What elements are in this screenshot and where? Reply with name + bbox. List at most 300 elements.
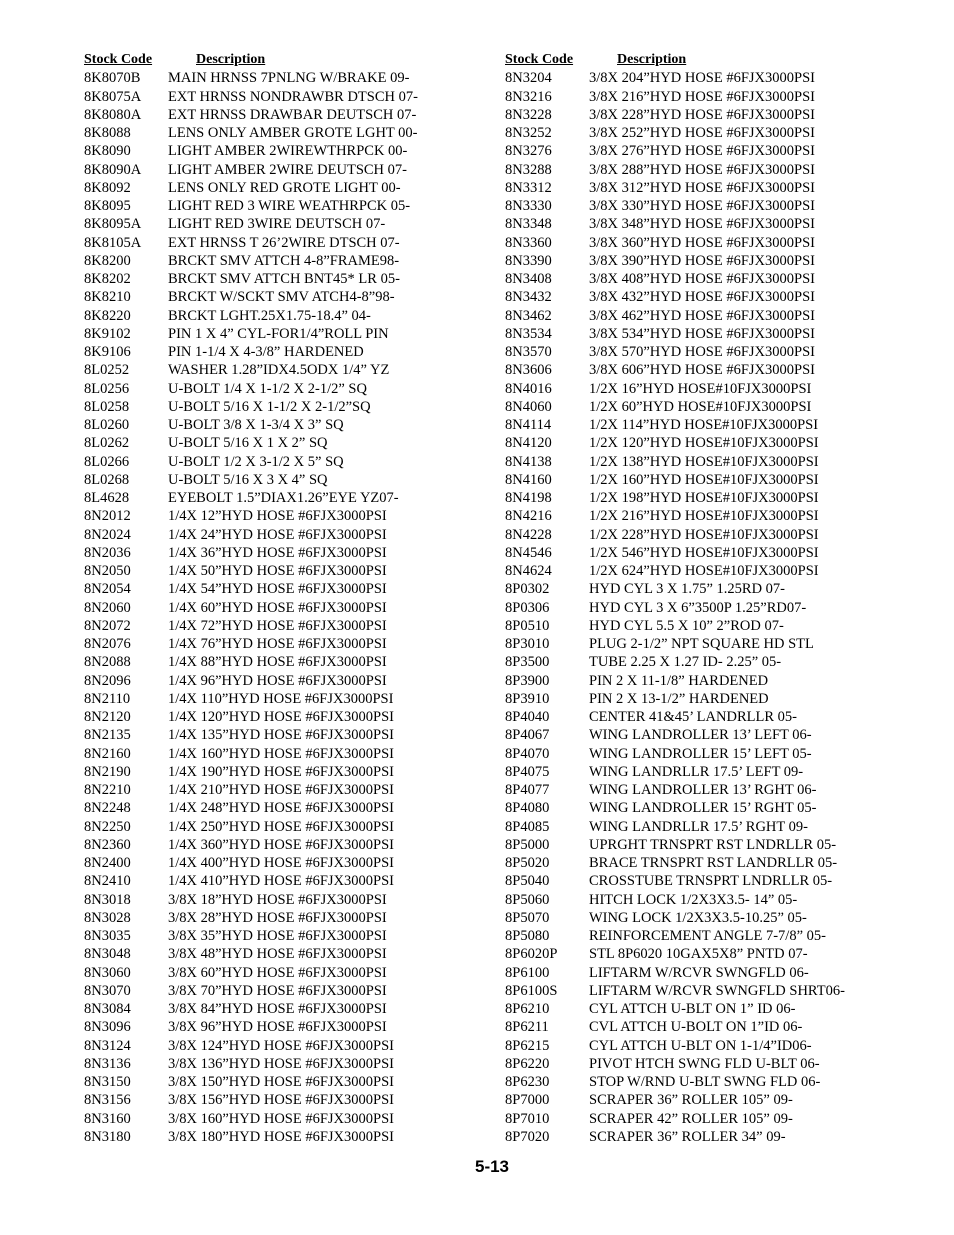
description: 1/4X 54”HYD HOSE #6FJX3000PSI: [168, 581, 387, 598]
stock-code: 8L0258: [84, 398, 130, 415]
stock-code: 8N3156: [84, 1092, 131, 1109]
stock-code: 8P6230: [505, 1074, 550, 1091]
description: 1/4X 160”HYD HOSE #6FJX3000PSI: [168, 745, 394, 762]
stock-code: 8P0302: [505, 581, 550, 598]
stock-code-header: Stock Code: [84, 52, 153, 67]
list-item: [505, 361, 845, 379]
description: HYD CYL 3 X 6”3500P 1.25”RD07-: [589, 599, 807, 616]
description: WING LOCK 1/2X3X3.5-10.25” 05-: [589, 909, 807, 926]
stock-code: 8N3028: [84, 909, 131, 926]
description: LIGHT AMBER 2WIREWTHRPCK 00-: [168, 143, 408, 160]
stock-code: 8N3216: [505, 88, 552, 105]
stock-code: 8P4040: [505, 709, 550, 726]
stock-code: 8N3018: [84, 891, 131, 908]
description: 1/2X 16”HYD HOSE#10FJX3000PSI: [589, 380, 812, 397]
stock-code: 8K8202: [84, 271, 131, 288]
description: 1/4X 135”HYD HOSE #6FJX3000PSI: [168, 727, 394, 744]
list-item: [505, 909, 845, 927]
list-item: [84, 197, 418, 215]
description: 1/4X 76”HYD HOSE #6FJX3000PSI: [168, 636, 387, 653]
list-item: [84, 745, 418, 763]
description: BRCKT LGHT.25X1.75-18.4” 04-: [168, 307, 371, 324]
description: 3/8X 408”HYD HOSE #6FJX3000PSI: [589, 271, 815, 288]
list-item: [505, 106, 845, 124]
list-item: [84, 544, 418, 562]
list-item: [505, 215, 845, 233]
list-item: [84, 635, 418, 653]
description: LIFTARM W/RCVR SWNGFLD 06-: [589, 964, 809, 981]
list-item: [84, 799, 418, 817]
left-parts-list: [84, 69, 418, 1146]
stock-code: 8P6210: [505, 1001, 550, 1018]
list-item: [84, 106, 418, 124]
description: 3/8X 60”HYD HOSE #6FJX3000PSI: [168, 964, 387, 981]
stock-code: 8N4216: [505, 508, 552, 525]
stock-code: 8N3348: [505, 216, 552, 233]
stock-code: 8P7020: [505, 1128, 550, 1145]
description: 3/8X 180”HYD HOSE #6FJX3000PSI: [168, 1128, 394, 1145]
stock-code: 8K8220: [84, 307, 131, 324]
description: BRCKT SMV ATTCH 4-8”FRAME98-: [168, 252, 400, 269]
list-item: [84, 763, 418, 781]
description: LIFTARM W/RCVR SWNGFLD SHRT06-: [589, 982, 845, 999]
list-item: [505, 434, 845, 452]
list-item: [505, 617, 845, 635]
list-item: [84, 599, 418, 617]
stock-code: 8P5080: [505, 928, 550, 945]
stock-code: 8N3150: [84, 1074, 131, 1091]
stock-code: 8N4228: [505, 526, 552, 543]
description: 3/8X 348”HYD HOSE #6FJX3000PSI: [589, 216, 815, 233]
list-item: [505, 69, 845, 87]
description: 1/2X 160”HYD HOSE#10FJX3000PSI: [589, 471, 819, 488]
description-header: Description: [617, 52, 687, 67]
stock-code: 8N2400: [84, 855, 131, 872]
description: EXT HRNSS DRAWBAR DEUTSCH 07-: [168, 106, 417, 123]
stock-code: 8N2024: [84, 526, 131, 543]
stock-code: 8N3360: [505, 234, 552, 251]
description: U-BOLT 1/4 X 1-1/2 X 2-1/2” SQ: [168, 380, 367, 397]
stock-code: 8K8210: [84, 289, 131, 306]
description: 1/4X 120”HYD HOSE #6FJX3000PSI: [168, 709, 394, 726]
list-item: [505, 982, 845, 1000]
list-item: [505, 288, 845, 306]
stock-code: 8N2360: [84, 836, 131, 853]
list-item: [505, 489, 845, 507]
list-item: [505, 1018, 845, 1036]
description: LENS ONLY RED GROTE LIGHT 00-: [168, 179, 401, 196]
description: SCRAPER 42” ROLLER 105” 09-: [589, 1110, 793, 1127]
list-item: [84, 818, 418, 836]
list-item: [505, 964, 845, 982]
list-item: [84, 672, 418, 690]
list-item: [84, 708, 418, 726]
description: 3/8X 276”HYD HOSE #6FJX3000PSI: [589, 143, 815, 160]
description: 3/8X 18”HYD HOSE #6FJX3000PSI: [168, 891, 387, 908]
description: 1/4X 410”HYD HOSE #6FJX3000PSI: [168, 873, 394, 890]
description: PIN 1 X 4” CYL-FOR1/4”ROLL PIN: [168, 325, 389, 342]
list-item: [84, 234, 418, 252]
list-item: [84, 270, 418, 288]
description: EYEBOLT 1.5”DIAX1.26”EYE YZ07-: [168, 490, 399, 507]
stock-code: 8P7000: [505, 1092, 550, 1109]
list-item: [505, 726, 845, 744]
description: 3/8X 204”HYD HOSE #6FJX3000PSI: [589, 70, 815, 87]
stock-code: 8N2110: [84, 690, 131, 707]
description: BRCKT SMV ATTCH BNT45* LR 05-: [168, 271, 400, 288]
list-item: [84, 909, 418, 927]
stock-code: 8P6215: [505, 1037, 550, 1054]
stock-code: 8K8105A: [84, 234, 142, 251]
list-item: [505, 380, 845, 398]
list-item: [505, 690, 845, 708]
list-item: [505, 799, 845, 817]
list-item: [84, 343, 418, 361]
list-item: [505, 234, 845, 252]
description: WING LANDRLLR 17.5’ LEFT 09-: [589, 763, 804, 780]
stock-code: 8K8075A: [84, 88, 142, 105]
list-item: [84, 872, 418, 890]
stock-code: 8N2248: [84, 800, 131, 817]
description: PLUG 2-1/2” NPT SQUARE HD STL: [589, 636, 814, 653]
description: 1/4X 24”HYD HOSE #6FJX3000PSI: [168, 526, 387, 543]
list-item: [84, 398, 418, 416]
stock-code: 8P5070: [505, 909, 550, 926]
description: 3/8X 28”HYD HOSE #6FJX3000PSI: [168, 909, 387, 926]
list-item: [84, 891, 418, 909]
description: 3/8X 96”HYD HOSE #6FJX3000PSI: [168, 1019, 387, 1036]
stock-code: 8P6100S: [505, 982, 558, 999]
list-item: [505, 124, 845, 142]
stock-code: 8N2050: [84, 563, 131, 580]
description: WASHER 1.28”IDX4.5ODX 1/4” YZ: [168, 362, 390, 379]
description: PIN 2 X 11-1/8” HARDENED: [589, 672, 769, 689]
description: CYL ATTCH U-BLT ON 1” ID 06-: [589, 1001, 796, 1018]
list-item: [505, 635, 845, 653]
description: 3/8X 252”HYD HOSE #6FJX3000PSI: [589, 125, 815, 142]
stock-code: 8N3096: [84, 1019, 131, 1036]
description: CYL ATTCH U-BLT ON 1-1/4”ID06-: [589, 1037, 812, 1054]
stock-code: 8N3570: [505, 344, 552, 361]
stock-code: 8P3910: [505, 690, 550, 707]
list-item: [505, 653, 845, 671]
list-item: [505, 398, 845, 416]
stock-code: 8N2076: [84, 636, 131, 653]
list-item: [84, 945, 418, 963]
description: STL 8P6020 10GAX5X8” PNTD 07-: [589, 946, 808, 963]
description: EXT HRNSS T 26’2WIRE DTSCH 07-: [168, 234, 400, 251]
description: CVL ATTCH U-BOLT ON 1”ID 06-: [589, 1019, 803, 1036]
stock-code: 8N4546: [505, 544, 552, 561]
description: 3/8X 84”HYD HOSE #6FJX3000PSI: [168, 1001, 387, 1018]
stock-code: 8P4080: [505, 800, 550, 817]
description: BRCKT W/SCKT SMV ATCH4-8”98-: [168, 289, 395, 306]
description: WING LANDROLLER 15’ LEFT 05-: [589, 745, 812, 762]
stock-code: 8N2250: [84, 818, 131, 835]
description: 3/8X 606”HYD HOSE #6FJX3000PSI: [589, 362, 815, 379]
stock-code: 8N2096: [84, 672, 131, 689]
list-item: [84, 927, 418, 945]
right-column: [505, 51, 845, 1146]
list-item: [84, 726, 418, 744]
stock-code: 8N2060: [84, 599, 131, 616]
stock-code: 8K8095: [84, 198, 131, 215]
stock-code: 8N3312: [505, 179, 552, 196]
stock-code: 8N4624: [505, 563, 552, 580]
description: WING LANDROLLER 15’ RGHT 05-: [589, 800, 817, 817]
list-item: [505, 416, 845, 434]
list-item: [505, 672, 845, 690]
stock-code: 8K8092: [84, 179, 131, 196]
right-parts-list: [505, 69, 845, 1146]
description: 3/8X 124”HYD HOSE #6FJX3000PSI: [168, 1037, 394, 1054]
description: 1/2X 138”HYD HOSE#10FJX3000PSI: [589, 453, 819, 470]
stock-code: 8N2190: [84, 763, 131, 780]
list-item: [84, 453, 418, 471]
list-item: [505, 1110, 845, 1128]
list-item: [84, 1091, 418, 1109]
stock-code: 8L0256: [84, 380, 130, 397]
list-item: [505, 708, 845, 726]
stock-code: 8N4198: [505, 490, 552, 507]
description: 1/4X 88”HYD HOSE #6FJX3000PSI: [168, 654, 387, 671]
stock-code: 8K8090: [84, 143, 131, 160]
stock-code: 8P4085: [505, 818, 550, 835]
stock-code: 8N3124: [84, 1037, 131, 1054]
list-item: [84, 215, 418, 233]
column-header: [84, 51, 418, 69]
list-item: [505, 1037, 845, 1055]
stock-code: 8P0510: [505, 617, 550, 634]
list-item: [84, 124, 418, 142]
description: U-BOLT 3/8 X 1-3/4 X 3” SQ: [168, 417, 344, 434]
stock-code: 8N2210: [84, 782, 131, 799]
list-item: [505, 836, 845, 854]
description: 3/8X 228”HYD HOSE #6FJX3000PSI: [589, 106, 815, 123]
list-item: [505, 1000, 845, 1018]
description: 3/8X 534”HYD HOSE #6FJX3000PSI: [589, 325, 815, 342]
description: 1/4X 12”HYD HOSE #6FJX3000PSI: [168, 508, 387, 525]
list-item: [84, 288, 418, 306]
description: 1/2X 60”HYD HOSE#10FJX3000PSI: [589, 398, 812, 415]
description: U-BOLT 5/16 X 1-1/2 X 2-1/2”SQ: [168, 398, 371, 415]
description: 1/2X 198”HYD HOSE#10FJX3000PSI: [589, 490, 819, 507]
stock-code: 8N3048: [84, 946, 131, 963]
description: 3/8X 570”HYD HOSE #6FJX3000PSI: [589, 344, 815, 361]
description: 1/4X 210”HYD HOSE #6FJX3000PSI: [168, 782, 394, 799]
list-item: [84, 1128, 418, 1146]
description: LENS ONLY AMBER GROTE LGHT 00-: [168, 125, 418, 142]
list-item: [505, 891, 845, 909]
list-item: [505, 471, 845, 489]
description: 1/4X 96”HYD HOSE #6FJX3000PSI: [168, 672, 387, 689]
left-column: [84, 51, 418, 1146]
stock-code: 8N2036: [84, 544, 131, 561]
list-item: [505, 599, 845, 617]
list-item: [505, 325, 845, 343]
stock-code: 8N3084: [84, 1001, 131, 1018]
description: LIGHT RED 3WIRE DEUTSCH 07-: [168, 216, 386, 233]
stock-code: 8P5020: [505, 855, 550, 872]
list-item: [505, 580, 845, 598]
stock-code: 8K8070B: [84, 70, 141, 87]
description: 1/4X 248”HYD HOSE #6FJX3000PSI: [168, 800, 394, 817]
list-item: [84, 307, 418, 325]
list-item: [84, 1037, 418, 1055]
description: 3/8X 150”HYD HOSE #6FJX3000PSI: [168, 1074, 394, 1091]
list-item: [84, 380, 418, 398]
description: HITCH LOCK 1/2X3X3.5- 14” 05-: [589, 891, 798, 908]
list-item: [505, 507, 845, 525]
list-item: [84, 854, 418, 872]
list-item: [505, 872, 845, 890]
description: U-BOLT 1/2 X 3-1/2 X 5” SQ: [168, 453, 344, 470]
list-item: [505, 179, 845, 197]
description: 1/4X 36”HYD HOSE #6FJX3000PSI: [168, 544, 387, 561]
description: 1/4X 72”HYD HOSE #6FJX3000PSI: [168, 617, 387, 634]
description: 1/2X 216”HYD HOSE#10FJX3000PSI: [589, 508, 819, 525]
stock-code: 8N4016: [505, 380, 552, 397]
description: UPRGHT TRNSPRT RST LNDRLLR 05-: [589, 836, 837, 853]
list-item: [84, 1055, 418, 1073]
description: U-BOLT 5/16 X 1 X 2” SQ: [168, 435, 328, 452]
stock-code: 8N4120: [505, 435, 552, 452]
stock-code: 8N3228: [505, 106, 552, 123]
stock-code: 8N3276: [505, 143, 552, 160]
list-item: [505, 161, 845, 179]
description: 1/4X 190”HYD HOSE #6FJX3000PSI: [168, 763, 394, 780]
list-item: [84, 964, 418, 982]
stock-code: 8P5000: [505, 836, 550, 853]
stock-code: 8L0268: [84, 471, 130, 488]
stock-code: 8N3330: [505, 198, 552, 215]
stock-code: 8K8200: [84, 252, 131, 269]
list-item: [505, 526, 845, 544]
description: TUBE 2.25 X 1.27 ID- 2.25” 05-: [589, 654, 782, 671]
list-item: [505, 1128, 845, 1146]
list-item: [84, 88, 418, 106]
description: 1/2X 120”HYD HOSE#10FJX3000PSI: [589, 435, 819, 452]
description: 3/8X 136”HYD HOSE #6FJX3000PSI: [168, 1055, 394, 1072]
stock-code: 8N2135: [84, 727, 131, 744]
list-item: [505, 252, 845, 270]
description: 1/4X 110”HYD HOSE #6FJX3000PSI: [168, 690, 394, 707]
stock-code: 8N3160: [84, 1110, 131, 1127]
list-item: [84, 580, 418, 598]
description-header: Description: [196, 52, 266, 67]
description: LIGHT AMBER 2WIRE DEUTSCH 07-: [168, 161, 407, 178]
stock-code: 8N3136: [84, 1055, 131, 1072]
description: 1/2X 546”HYD HOSE#10FJX3000PSI: [589, 544, 819, 561]
list-item: [505, 1091, 845, 1109]
list-item: [505, 88, 845, 106]
description: 1/4X 60”HYD HOSE #6FJX3000PSI: [168, 599, 387, 616]
stock-code: 8N2054: [84, 581, 131, 598]
stock-code: 8P6211: [505, 1019, 549, 1036]
stock-code: 8N2072: [84, 617, 131, 634]
description: WING LANDROLLER 13’ RGHT 06-: [589, 782, 817, 799]
list-item: [505, 1055, 845, 1073]
stock-code: 8N3035: [84, 928, 131, 945]
list-item: [84, 471, 418, 489]
description: 3/8X 288”HYD HOSE #6FJX3000PSI: [589, 161, 815, 178]
description: SCRAPER 36” ROLLER 34” 09-: [589, 1128, 786, 1145]
list-item: [505, 945, 845, 963]
stock-code: 8N3288: [505, 161, 552, 178]
stock-code: 8N4160: [505, 471, 552, 488]
list-item: [84, 489, 418, 507]
stock-code: 8L0262: [84, 435, 130, 452]
stock-code: 8P5060: [505, 891, 550, 908]
stock-code: 8P4077: [505, 782, 550, 799]
description: U-BOLT 5/16 X 3 X 4” SQ: [168, 471, 328, 488]
description: 3/8X 35”HYD HOSE #6FJX3000PSI: [168, 928, 387, 945]
list-item: [505, 197, 845, 215]
list-item: [84, 836, 418, 854]
stock-code: 8P6100: [505, 964, 550, 981]
description: 1/2X 228”HYD HOSE#10FJX3000PSI: [589, 526, 819, 543]
list-item: [505, 763, 845, 781]
list-item: [84, 416, 418, 434]
stock-code: 8P3900: [505, 672, 550, 689]
list-item: [505, 453, 845, 471]
stock-code: 8P4075: [505, 763, 550, 780]
stock-code: 8L0252: [84, 362, 130, 379]
list-item: [505, 142, 845, 160]
stock-code: 8N4138: [505, 453, 552, 470]
list-item: [84, 361, 418, 379]
list-item: [84, 1018, 418, 1036]
list-item: [84, 690, 418, 708]
stock-code: 8N3462: [505, 307, 552, 324]
stock-code: 8K8095A: [84, 216, 142, 233]
list-item: [84, 1110, 418, 1128]
description: 1/4X 360”HYD HOSE #6FJX3000PSI: [168, 836, 394, 853]
stock-code: 8P4067: [505, 727, 550, 744]
description: 3/8X 70”HYD HOSE #6FJX3000PSI: [168, 982, 387, 999]
description: 3/8X 390”HYD HOSE #6FJX3000PSI: [589, 252, 815, 269]
description: 3/8X 432”HYD HOSE #6FJX3000PSI: [589, 289, 815, 306]
list-item: [505, 1073, 845, 1091]
description: REINFORCEMENT ANGLE 7-7/8” 05-: [589, 928, 826, 945]
stock-code: 8N3252: [505, 125, 552, 142]
stock-code: 8N3180: [84, 1128, 131, 1145]
stock-code: 8N2088: [84, 654, 131, 671]
list-item: [505, 307, 845, 325]
description: 1/4X 250”HYD HOSE #6FJX3000PSI: [168, 818, 394, 835]
list-item: [505, 343, 845, 361]
stock-code: 8P6020P: [505, 946, 558, 963]
list-item: [505, 544, 845, 562]
description: 3/8X 156”HYD HOSE #6FJX3000PSI: [168, 1092, 394, 1109]
stock-code: 8N3432: [505, 289, 552, 306]
list-item: [84, 982, 418, 1000]
list-item: [84, 325, 418, 343]
description: 1/4X 400”HYD HOSE #6FJX3000PSI: [168, 855, 394, 872]
page-number: 5-13: [474, 1157, 510, 1176]
list-item: [505, 745, 845, 763]
stock-code: 8N2120: [84, 709, 131, 726]
stock-code-header: Stock Code: [505, 52, 574, 67]
list-item: [505, 818, 845, 836]
description: LIGHT RED 3 WIRE WEATHRPCK 05-: [168, 198, 411, 215]
list-item: [84, 1000, 418, 1018]
description: 3/8X 330”HYD HOSE #6FJX3000PSI: [589, 198, 815, 215]
description: 3/8X 216”HYD HOSE #6FJX3000PSI: [589, 88, 815, 105]
description: WING LANDRLLR 17.5’ RGHT 09-: [589, 818, 808, 835]
stock-code: 8N3408: [505, 271, 552, 288]
description: WING LANDROLLER 13’ LEFT 06-: [589, 727, 812, 744]
